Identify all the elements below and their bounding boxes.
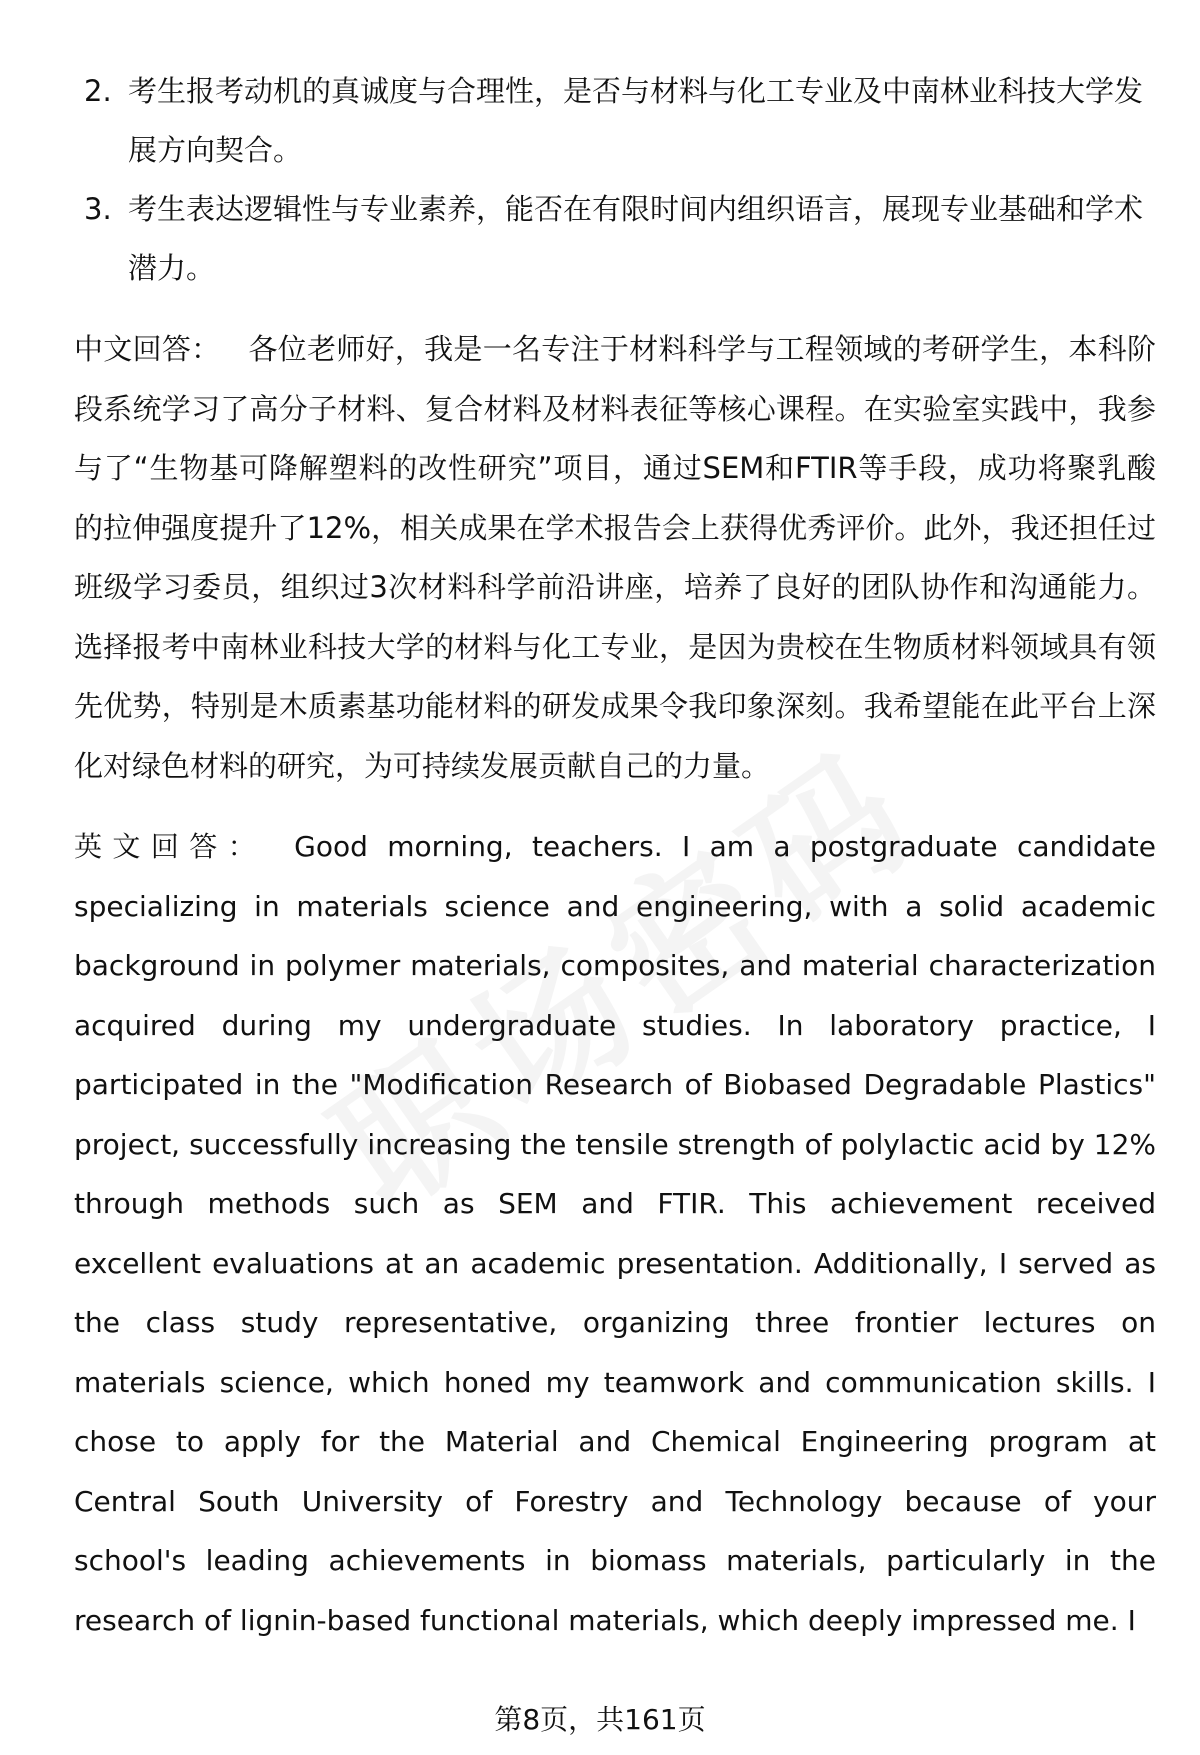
list-item xyxy=(74,62,1156,180)
criteria-list xyxy=(74,62,1156,298)
chinese-answer-text: 各位老师好，我是一名专注于材料科学与工程领域的考研学生，本科阶段系统学习了高分子材料、复合材料及材料表征等核心课程。在实验室实践中，我参与了“生物基可降解塑料的改性研究”项目，通过SEM和FTIR等手段，成功将聚乳酸的拉伸强度提升了12%，相关成果在学术报告会上获得优秀评价。此外，我还担任过班级学习委员，组织过3次材料科学前沿讲座，培养了良好的团队协作和沟通能力。选择报考中南林业科技大学的材料与化工专业，是因为贵校在生物质材料领域具有领先优势，特别是木质素基功能材料的研发成果令我印象深刻。我希望能在此平台上深化对绿色材料的研究，为可持续发展贡献自己的力量。 xyxy=(74,332,1156,783)
list-item-number: 2. xyxy=(84,74,112,108)
english-answer-label: 英文回答： xyxy=(74,830,267,863)
chinese-answer-label: 中文回答： xyxy=(74,332,221,366)
page-number-footer: 第8页，共161页 xyxy=(494,1703,706,1736)
list-item-text: 考生报考动机的真诚度与合理性，是否与材料与化工专业及中南林业科技大学发展方向契合。 xyxy=(128,74,1144,167)
list-item-text: 考生表达逻辑性与专业素养，能否在有限时间内组织语言，展现专业基础和学术潜力。 xyxy=(128,192,1144,285)
english-answer-paragraph xyxy=(74,817,1156,1650)
english-answer-text: Good morning, teachers. I am a postgraduate candidate specializing in materials science and engineering, with a solid academic background in polymer materials, composites, and material characterization acquired during my undergraduate studies. In laboratory practice, I participated in the "Modification Research of Biobased Degradable Plastics" project, successfully increasing the tensile strength of polylactic acid by 12% through methods such as SEM and FTIR. This achievement received excellent evaluations at an academic presentation. Additionally, I served as the class study representative, organizing three frontier lectures on materials science, which honed my teamwork and communication skills. I chose to apply for the Material and Chemical Engineering program at Central South University of Forestry and Technology because of your school's leading achievements in biomass materials, particularly in the research of lignin-based functional materials, which deeply impressed me. I xyxy=(74,830,1156,1637)
list-item xyxy=(74,180,1156,298)
chinese-answer-paragraph xyxy=(74,320,1156,796)
page-content xyxy=(74,62,1156,1650)
list-item-number: 3. xyxy=(84,192,112,226)
